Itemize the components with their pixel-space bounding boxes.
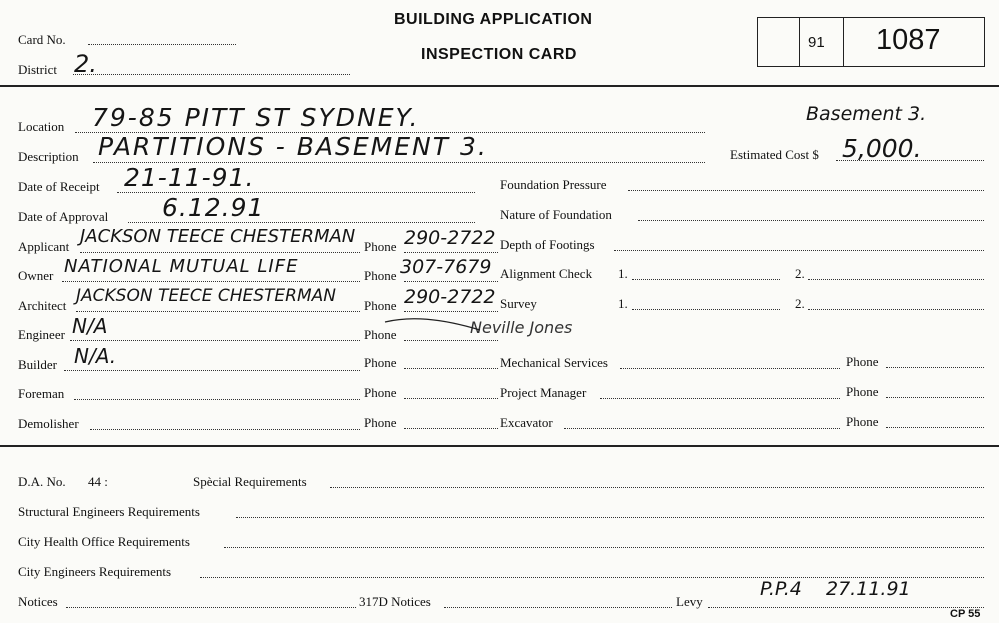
alignment-item-1: 1.	[618, 266, 628, 281]
survey-item-2: 2.	[795, 296, 805, 311]
date-of-approval-field[interactable]	[128, 222, 475, 223]
builder-value: N/A.	[74, 344, 117, 368]
notices-317d-label: 317D Notices	[359, 594, 431, 609]
demolisher-phone-field[interactable]	[404, 428, 498, 429]
alignment-item-2: 2.	[795, 266, 805, 281]
health-requirements-field[interactable]	[224, 547, 984, 548]
mechanical-services-label: Mechanical Services	[500, 355, 608, 370]
mechanical-phone-field[interactable]	[886, 367, 984, 368]
owner-phone-field[interactable]	[404, 281, 498, 282]
owner-phone-value: 307-7679	[400, 256, 492, 278]
estimated-cost-value: 5,000.	[842, 134, 922, 163]
da-no-label: D.A. No.	[18, 474, 66, 489]
engineer-label: Engineer	[18, 327, 65, 342]
applicant-label: Applicant	[18, 239, 70, 254]
card-number-divider	[799, 18, 800, 66]
location-note: Basement 3.	[806, 103, 927, 125]
date-of-approval-label: Date of Approval	[18, 209, 109, 224]
foreman-field[interactable]	[74, 399, 360, 400]
engineer-field[interactable]	[70, 340, 360, 341]
section-divider	[0, 85, 999, 87]
card-number: 1087	[876, 24, 941, 56]
foundation-pressure-field[interactable]	[628, 190, 984, 191]
structural-requirements-field[interactable]	[236, 517, 984, 518]
foreman-phone-field[interactable]	[404, 398, 498, 399]
location-value: 79-85 PITT ST SYDNEY.	[92, 103, 420, 132]
project-manager-phone-field[interactable]	[886, 397, 984, 398]
applicant-value: JACKSON TEECE CHESTERMAN	[80, 226, 356, 247]
description-label: Description	[18, 149, 79, 164]
engineer-phone-label: Phone	[364, 327, 397, 342]
builder-field[interactable]	[64, 370, 360, 371]
excavator-field[interactable]	[564, 428, 840, 429]
owner-phone-label: Phone	[364, 268, 397, 283]
mechanical-services-field[interactable]	[620, 368, 840, 369]
structural-requirements-label: Structural Engineers Requirements	[18, 504, 200, 519]
section-divider	[0, 445, 999, 447]
levy-field[interactable]	[708, 607, 984, 608]
da-no-value: 44 :	[88, 474, 108, 489]
project-manager-field[interactable]	[600, 398, 840, 399]
district-field[interactable]	[73, 74, 350, 75]
notices-317d-field[interactable]	[444, 607, 672, 608]
card-title-line1: BUILDING APPLICATION	[394, 11, 593, 28]
levy-label: Levy	[676, 594, 703, 609]
location-label: Location	[18, 119, 65, 134]
architect-value: JACKSON TEECE CHESTERMAN	[76, 286, 336, 306]
applicant-phone-field[interactable]	[404, 252, 498, 253]
special-requirements-label: Spècial Requirements	[193, 474, 307, 489]
depth-of-footings-label: Depth of Footings	[500, 237, 595, 252]
form-code: CP 55	[950, 608, 981, 620]
demolisher-field[interactable]	[90, 429, 360, 430]
architect-label: Architect	[18, 298, 67, 313]
card-title-line2: INSPECTION CARD	[421, 46, 577, 63]
owner-field[interactable]	[62, 281, 360, 282]
builder-phone-label: Phone	[364, 355, 397, 370]
alignment-field-1[interactable]	[632, 279, 780, 280]
estimated-cost-label: Estimated Cost $	[730, 147, 819, 162]
survey-field-2[interactable]	[808, 309, 984, 310]
excavator-phone-label: Phone	[846, 414, 879, 429]
foreman-label: Foreman	[18, 386, 65, 401]
engineer-value: N/A	[72, 314, 108, 338]
applicant-phone-label: Phone	[364, 239, 397, 254]
levy-value: P.P.4 27.11.91	[760, 578, 911, 600]
builder-phone-field[interactable]	[404, 368, 498, 369]
project-manager-label: Project Manager	[500, 385, 587, 400]
owner-value: NATIONAL MUTUAL LIFE	[64, 256, 299, 277]
card-no-label: Card No.	[18, 32, 66, 47]
foundation-pressure-label: Foundation Pressure	[500, 177, 607, 192]
district-label: District	[18, 62, 57, 77]
description-value: PARTITIONS - BASEMENT 3.	[98, 132, 488, 161]
notices-label: Notices	[18, 594, 58, 609]
survey-label: Survey	[500, 296, 537, 311]
project-manager-phone-label: Phone	[846, 384, 879, 399]
owner-label: Owner	[18, 268, 54, 283]
survey-field-1[interactable]	[632, 309, 780, 310]
architect-field[interactable]	[76, 311, 360, 312]
engineer-phone-field[interactable]	[404, 340, 498, 341]
excavator-phone-field[interactable]	[886, 427, 984, 428]
card-number-box	[757, 17, 985, 67]
applicant-field[interactable]	[80, 252, 360, 253]
demolisher-label: Demolisher	[18, 416, 79, 431]
district-value: 2.	[74, 50, 97, 78]
architect-phone-label: Phone	[364, 298, 397, 313]
excavator-label: Excavator	[500, 415, 553, 430]
special-requirements-field[interactable]	[330, 487, 984, 488]
builder-label: Builder	[18, 357, 57, 372]
date-of-receipt-label: Date of Receipt	[18, 179, 100, 194]
depth-of-footings-field[interactable]	[614, 250, 984, 251]
health-requirements-label: City Health Office Requirements	[18, 534, 190, 549]
phone-note: Neville Jones	[470, 318, 573, 337]
card-number-divider	[843, 18, 844, 66]
alignment-check-label: Alignment Check	[500, 266, 593, 281]
alignment-field-2[interactable]	[808, 279, 984, 280]
card-number-prefix: 91	[808, 34, 825, 51]
demolisher-phone-label: Phone	[364, 415, 397, 430]
survey-item-1: 1.	[618, 296, 628, 311]
city-engineers-requirements-label: City Engineers Requirements	[18, 564, 172, 579]
applicant-phone-value: 290-2722	[404, 227, 496, 249]
architect-phone-value: 290-2722	[404, 286, 496, 308]
notices-field[interactable]	[66, 607, 356, 608]
nature-of-foundation-label: Nature of Foundation	[500, 207, 612, 222]
handwritten-stroke	[380, 310, 490, 336]
nature-of-foundation-field[interactable]	[638, 220, 984, 221]
date-of-approval-value: 6.12.91	[162, 193, 265, 222]
mechanical-phone-label: Phone	[846, 354, 879, 369]
date-of-receipt-value: 21-11-91.	[124, 163, 255, 192]
foreman-phone-label: Phone	[364, 385, 397, 400]
card-no-field[interactable]	[88, 44, 236, 45]
